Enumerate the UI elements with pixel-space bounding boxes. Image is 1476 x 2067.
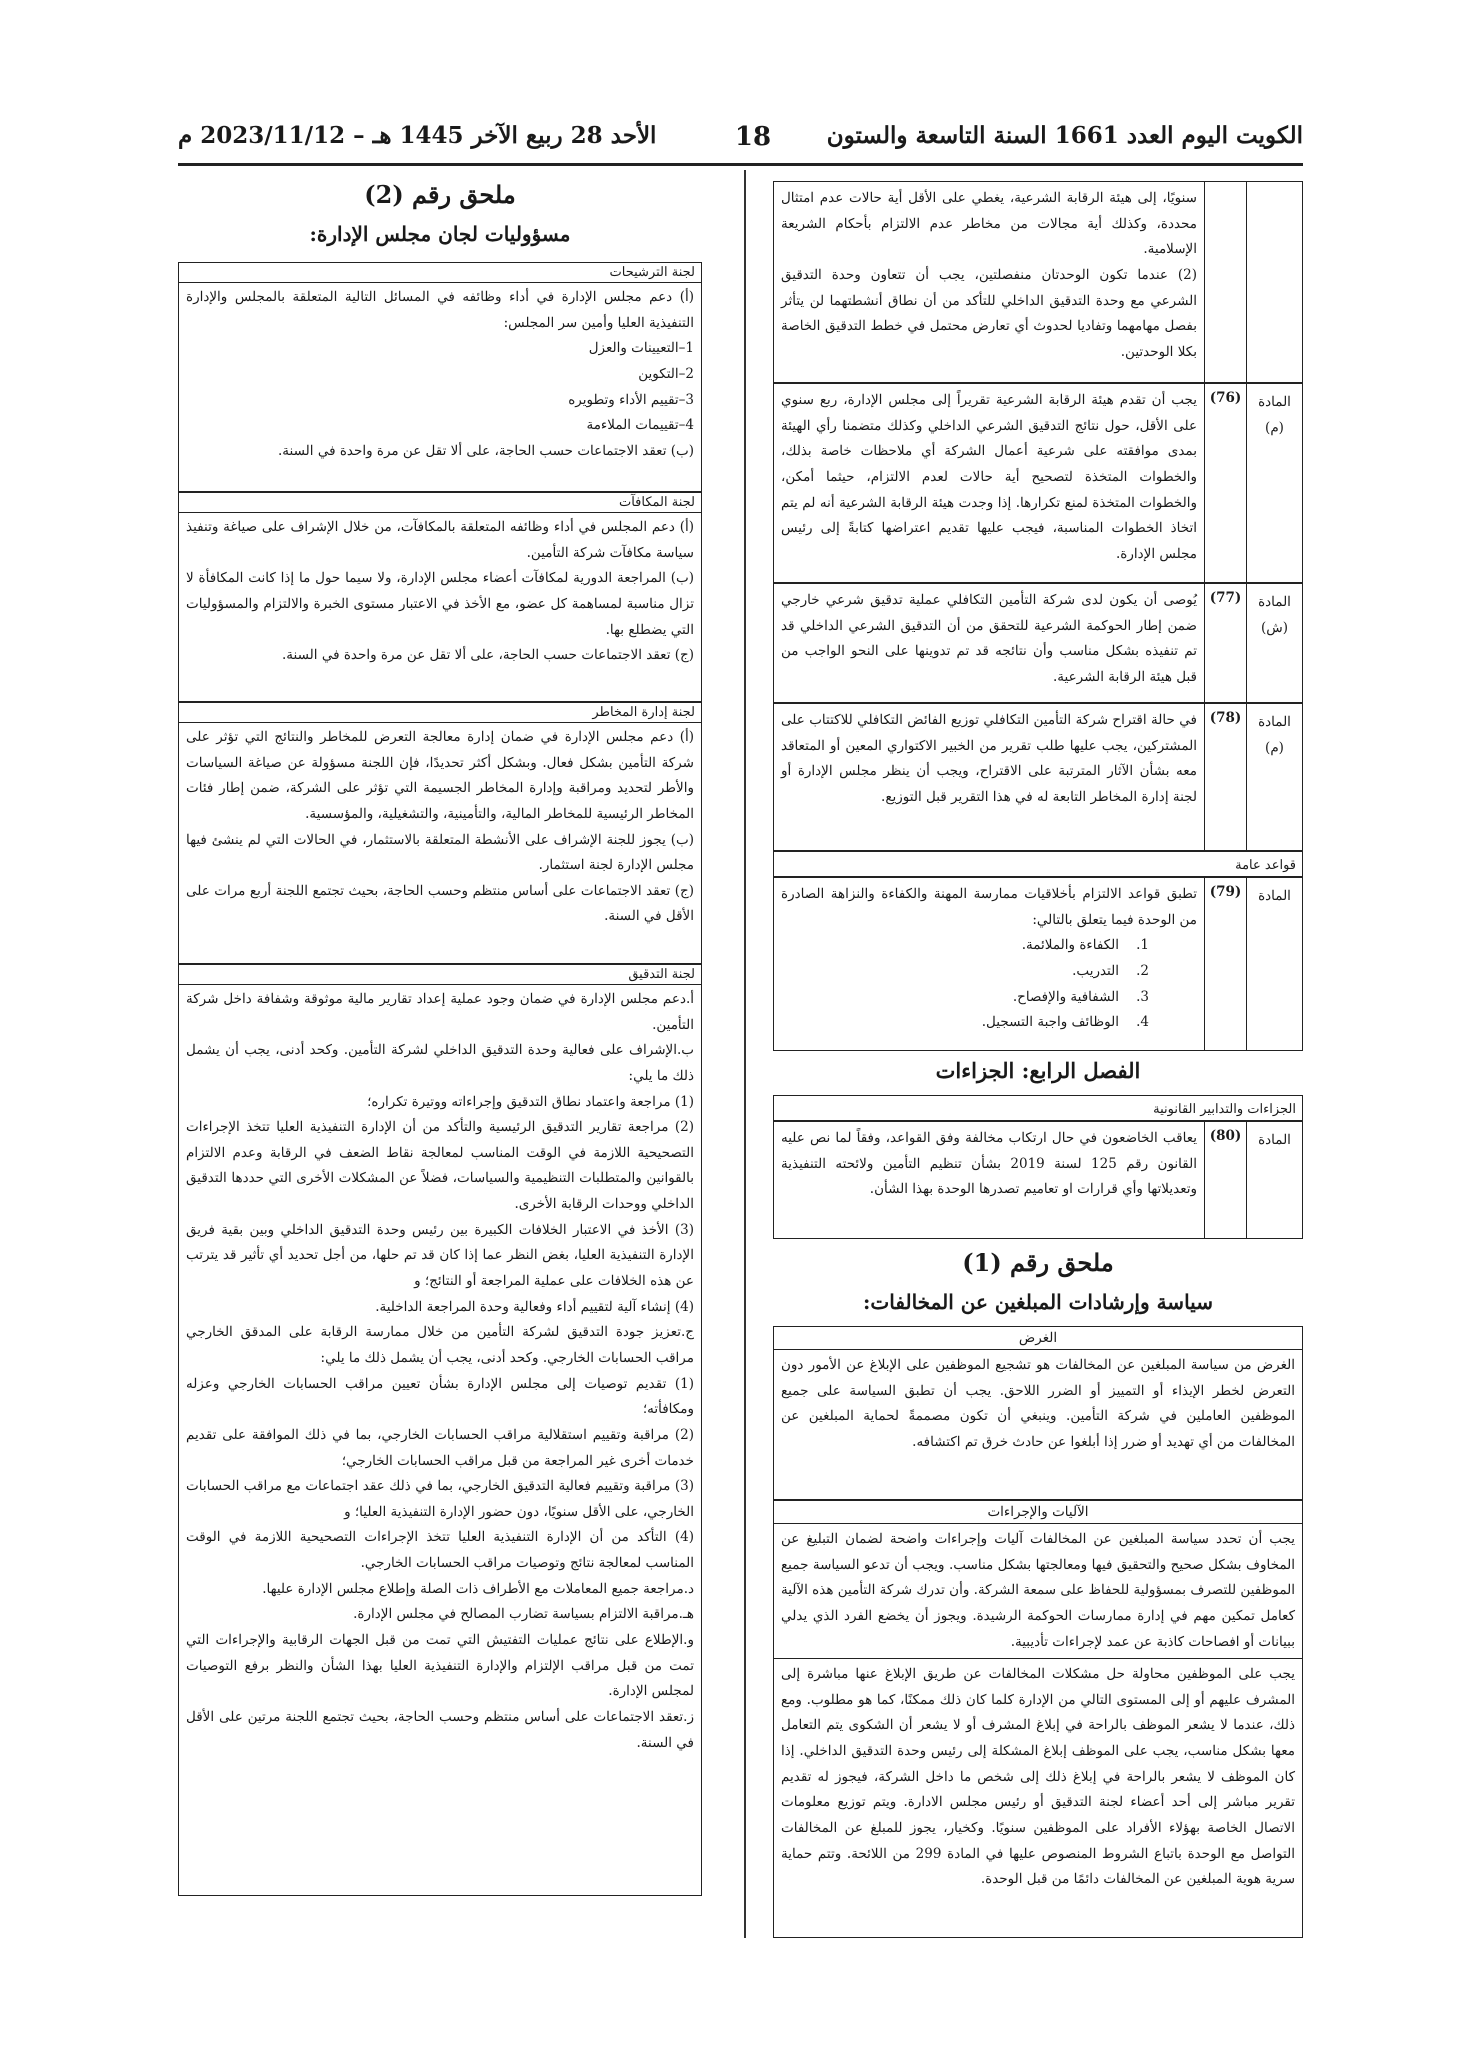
article-80 <box>773 1121 1303 1239</box>
article-79 <box>773 877 1303 1051</box>
paragraph: (ج) تعقد الاجتماعات حسب الحاجة، على ألا تقل عن مرة واحدة في السنة. <box>282 647 694 664</box>
paragraph: أ.دعم مجلس الإدارة في ضمان وجود عملية إعداد تقارير مالية موثوقة وشفافة داخل شركة التأمين. <box>186 991 694 1033</box>
list-item: 4–تقييمات الملاءمة <box>586 417 694 434</box>
page-header <box>178 120 1303 160</box>
paragraph: (ج) تعقد الاجتماعات على أساس منتظم وحسب الحاجة، بحيث تجتمع اللجنة أربع مرات على الأقل في السنة. <box>186 882 694 925</box>
list-item: 4.الوظائف واجبة التسجيل. <box>981 1014 1149 1031</box>
purpose-text: الغرض من سياسة المبلغين عن المخالفات هو تشجيع الموظفين على الإبلاغ عن الأمور دون التعرض لخطر الإيذاء أو التمييز أو الضرر اللاحق. يجب أن تطبق السياسة على جميع الموظفين العاملين في شركة التأمين. وينبغي أن تكون مصممةً لحماية المبلغين عن المخالفات من أي تهديد أو ضرر إذا أبلغوا عن حادث خرق تم اكتشافه. <box>781 1357 1295 1450</box>
purpose-heading: الغرض <box>774 1327 1302 1350</box>
list-item: (3) مراقبة وتقييم فعالية التدقيق الخارجي، بما في ذلك عقد اجتماعات مع مراقب الحسابات الخارجي، على الأقل سنويًا، دون حضور الإدارة التنفيذية العليا؛ و <box>186 1478 694 1520</box>
paragraph: ز.تعقد الاجتماعات على أساس منتظم وحسب الحاجة، بحيث تجتمع اللجنة مرتين على الأقل في السنة. <box>186 1708 694 1751</box>
article-label: المادة (م) <box>1246 704 1302 850</box>
list-item: (4) إنشاء آلية لتقييم أداء وفعالية وحدة المراجعة الداخلية. <box>375 1298 694 1315</box>
section-heading: لجنة الترشيحات <box>179 263 701 283</box>
page-number: 18 <box>734 122 772 152</box>
paragraph: (أ) دعم المجلس في أداء وظائفه المتعلقة بالمكافآت، من خلال الإشراف على صياغة وتنفيذ سياسة مكافآت شركة التأمين. <box>186 519 694 561</box>
article-77 <box>773 583 1303 703</box>
audit-committee <box>178 964 702 1896</box>
paragraph: (أ) دعم مجلس الإدارة في أداء وظائفه في المسائل التالية المتعلقة بالمجلس والإدارة التنفيذية العليا وأمين سر المجلس: <box>186 289 694 331</box>
paragraph: ج.تعزيز جودة التدقيق لشركة التأمين من خلال ممارسة الرقابة على المدقق الخارجي مراقب الحسابات الخارجي. وكحد أدنى، يجب أن يشمل ذلك ما يلي: <box>186 1324 694 1366</box>
article-number: (77) <box>1204 584 1246 702</box>
article-text: يعاقب الخاضعون في حال ارتكاب مخالفة وفق القواعد، وفقاً لما نص عليه القانون رقم 125 لسنة 2019 بشأن تنظيم التأمين ولائحته التنفيذية وتعديلاتها وأي قرارات او تعاميم تصدرها الوحدة بهذا الشأن. <box>781 1130 1197 1198</box>
paragraph: (ب) يجوز للجنة الإشراف على الأنشطة المتعلقة بالاستثمار، في الحالات التي لم ينشئ فيها مجلس الإدارة لجنة استثمار. <box>186 831 694 874</box>
section-heading: لجنة المكافآت <box>179 493 701 513</box>
list-item: (4) التأكد من أن الإدارة التنفيذية العليا تتخذ الإجراءات التصحيحية اللازمة في الوقت المناسب لمعالجة نتائج وتوصيات مراقب الحسابات الخارجي. <box>186 1529 694 1572</box>
article-number: (80) <box>1204 1122 1246 1238</box>
section-heading: لجنة إدارة المخاطر <box>179 703 701 723</box>
annex-1-subtitle: سياسة وإرشادات المبلغين عن المخالفات: <box>863 1290 1213 1314</box>
article-78 <box>773 703 1303 851</box>
header-date: الأحد 28 ربيع الآخر 1445 هـ – 2023/11/12 م <box>178 122 657 149</box>
list-item: (2) مراقبة وتقييم استقلالية مراقب الحسابات الخارجي، بما في ذلك الموافقة على تقديم خدمات أخرى غير المراجعة من قبل مراقب الحسابات الخارجي؛ <box>186 1426 694 1469</box>
general-rules-label: قواعد عامة <box>1235 858 1296 873</box>
general-rules-row <box>773 851 1303 877</box>
section-heading: لجنة التدقيق <box>179 965 701 985</box>
paragraph: (2) عندما تكون الوحدتان منفصلتين، يجب أن تتعاون وحدة التدقيق الشرعي مع وحدة التدقيق الداخلي للتأكد من أن نطاق أنشطتهما لن يتأثر بفصل مهامهما وتفاديا لحدوث أي تعارض محتمل في خطط التدقيق الخاصة بكلا الوحدتين. <box>781 266 1197 360</box>
list-item: (2) مراجعة تقارير التدقيق الرئيسية والتأكد من أن الإدارة التنفيذية العليا تتخذ الإجراءات التصحيحية اللازمة في الوقت المناسب لمعالجة نقاط الضعف في الرقابة وعدم الالتزام بالقوانين والمتطلبات التنظيمية والسياسات، فضلاً عن المشكلات الأخرى التي حددها التدقيق الداخلي ووحدات الرقابة الأخرى. <box>186 1119 694 1213</box>
list-item: (1) تقديم توصيات إلى مجلس الإدارة بشأن تعيين مراقب الحسابات الخارجي وعزله ومكافأته؛ <box>186 1375 694 1418</box>
article-text: يجب أن تقدم هيئة الرقابة الشرعية تقريراً إلى مجلس الإدارة، ربع سنوي على الأقل، حول نتائج التدقيق الشرعي الداخلي وكذلك متضمنا رأي الهيئة بمدى موافقته على شرعية أعمال الشركة أي ملاحظات خاصة بذلك، والخطوات المتخذة لتصحيح أية حالات لعدم الالتزام، حيثما أمكن، والخطوات المتخذة لمنع تكرارها. إذا وجدت هيئة الرقابة الشرعية أنه لم يتم اتخاذ الخطوات المناسبة، فيجب عليها تقديم اعتراضها كتابةً إلى رئيس مجلس الإدارة. <box>781 392 1197 562</box>
risk-committee <box>178 702 702 964</box>
list-item: 2.التدريب. <box>1072 962 1149 979</box>
article-text: تطبق قواعد الالتزام بأخلاقيات ممارسة المهنة والكفاءة والنزاهة الصادرة من الوحدة فيما يتعلق بالتالي: <box>781 886 1197 928</box>
list-item: 3.الشفافية والإفصاح. <box>1012 988 1149 1005</box>
article-label: المادة (م) <box>1246 384 1302 582</box>
article-number: (78) <box>1204 704 1246 850</box>
paragraph: (ب) المراجعة الدورية لمكافآت أعضاء مجلس الإدارة، ولا سيما حول ما إذا كانت المكافأة لا تزال مناسبة لمساهمة كل عضو، مع الأخذ في الاعتبار مستوى الخبرة والالتزام والمسؤوليات التي يضطلع بها. <box>186 570 694 638</box>
list-item: (1) مراجعة واعتماد نطاق التدقيق وإجراءاته ووتيرة تكراره؛ <box>367 1093 694 1110</box>
continuation-text <box>774 182 1204 382</box>
number-cell <box>1204 182 1246 382</box>
article-label: المادة <box>1246 878 1302 1050</box>
list-item: (3) الأخذ في الاعتبار الخلافات الكبيرة بين رئيس وحدة التدقيق الداخلي وبين بقية فريق الإدارة التنفيذية العليا، بغض النظر عما إذا كان قد تم حلها، من أجل تحديد أي تأثير قد يترتب عن هذه الخلافات على عملية المراجعة أو النتائج؛ و <box>186 1221 694 1290</box>
paragraph: ب.الإشراف على فعالية وحدة التدقيق الداخلي لشركة التأمين. وكحد أدنى، يجب أن يشمل ذلك ما يلي: <box>186 1042 694 1084</box>
list-item: 1–التعيينات والعزل <box>588 340 694 357</box>
paragraph: (أ) دعم مجلس الإدارة في ضمان إدارة معالجة التعرض للمخاطر والنتائج التي تؤثر على شركة التأمين بشكل فعال. وبشكل أكثر تحديدًا، فإن اللجنة مسؤولة عن صياغة السياسات والأطر لتحديد ومراقبة وإدارة المخاطر الجسيمة التي تؤثر على الشركة، ضمن إطار فئات المخاطر الرئيسية للمخاطر المالية، والتأمينية، والتشغيلية، والمؤسسية. <box>186 729 694 822</box>
paragraph: (ب) تعقد الاجتماعات حسب الحاجة، على ألا تقل عن مرة واحدة في السنة. <box>278 442 694 459</box>
list-item: 1.الكفاءة والملائمة. <box>1021 937 1149 954</box>
article-label: المادة <box>1246 1122 1302 1238</box>
purpose-box <box>773 1326 1303 1500</box>
continuation-block <box>773 181 1303 383</box>
annex-2-subtitle: مسؤوليات لجان مجلس الإدارة: <box>309 222 571 246</box>
mechanisms-paragraph: يجب على الموظفين محاولة حل مشكلات المخالفات عن طريق الإبلاغ عنها مباشرة إلى المشرف عليهم أو إلى المستوى التالي من الإدارة كلما كان ذلك ممكنًا، كما هو مطلوب. ومع ذلك، عندما لا يشعر الموظف بالراحة في إبلاغ المشرف أو لا يشعر أن الشكوى يتم التعامل معها بشكل مناسب، يجب على الموظف إبلاغ المشكلة إلى رئيس وحدة التدقيق الداخلي. إذا كان الموظف لا يشعر بالراحة في إبلاغ ذلك إلى شخص ما داخل الشركة، فيجوز له تقديم تقرير مباشر إلى أحد أعضاء لجنة التدقيق أو رئيس مجلس الادارة. ويتم توزيع معلومات الاتصال الخاصة بهؤلاء الأفراد على الموظفين سنويًا. وكخيار، يجوز للمبلغ عن المخالفات التواصل مع الوحدة باتباع الشروط المنصوص عليها في المادة 299 من اللائحة. وتتم حماية سرية هوية المبلغين عن المخالفات دائمًا من قبل الوحدة. <box>781 1666 1295 1888</box>
annex-1-title: ملحق رقم (1) <box>962 1248 1114 1277</box>
article-label: المادة (ش) <box>1246 584 1302 702</box>
mechanisms-paragraph: يجب أن تحدد سياسة المبلغين عن المخالفات آليات وإجراءات واضحة لضمان التبليغ عن المخاوف بشكل صحيح والتحقيق فيها ومعالجتها بشكل مناسب. ويجب أن تدعو السياسة جميع الموظفين للتصرف بمسؤولية للحفاظ على سمعة الشركة. وأن تدرك شركة التأمين هذه الآلية كعامل تمكين مهم في إدارة ممارسات الحوكمة الرشيدة. ويجوز أن يخضع الفرد الذي يدلي ببيانات أو افصاحات كاذبة عن عمد لإجراءات تأديبية. <box>774 1524 1302 1659</box>
paragraph: و.الإطلاع على نتائج عمليات التفتيش التي تمت من قبل الجهات الرقابية والإجراءات التي تمت من قبل مراقب الإلتزام والإدارة التنفيذية العليا بهذا الشأن والنظر برفع التوصيات لمجلس الإدارة. <box>186 1632 694 1700</box>
label-cell <box>1246 182 1302 382</box>
annex-2-title: ملحق رقم (2) <box>364 180 516 209</box>
column-divider <box>744 170 746 1938</box>
mechanisms-box <box>773 1500 1303 1938</box>
article-text: في حالة اقتراح شركة التأمين التكافلي توزيع الفائض التكافلي للاكتتاب على المشتركين، يجب عليها طلب تقرير من الخبير الاكتواري المعين أو المتعاقد معه بشأن الآثار المترتبة على الاقتراح، ويجب أن ينظر مجلس الإدارة أو لجنة إدارة المخاطر التابعة له في هذا التقرير قبل التوزيع. <box>781 712 1197 805</box>
article-number: (76) <box>1204 384 1246 582</box>
paragraph: د.مراجعة جميع المعاملات مع الأطراف ذات الصلة وإطلاع مجلس الإدارة عليها. <box>262 1580 694 1597</box>
article-number: (79) <box>1204 878 1246 1050</box>
paragraph: سنويًا، إلى هيئة الرقابة الشرعية، يغطي على الأقل أية حالات عدم امتثال محددة، وكذلك أية مجالات من مخاطر عدم الالتزام بأحكام الشريعة الإسلامية. <box>781 190 1197 258</box>
penalties-label: الجزاءات والتدابير القانونية <box>1153 1102 1296 1117</box>
list-item: 2–التكوين <box>638 365 694 382</box>
header-rule <box>178 163 1303 166</box>
chapter-four-heading: الفصل الرابع: الجزاءات <box>935 1058 1141 1083</box>
paragraph: هـ.مراقبة الالتزام بسياسة تضارب المصالح في مجلس الإدارة. <box>353 1606 694 1623</box>
penalties-row <box>773 1095 1303 1121</box>
mechanisms-heading: الآليات والإجراءات <box>774 1501 1302 1524</box>
article-76 <box>773 383 1303 583</box>
header-gazette-info: الكويت اليوم العدد 1661 السنة التاسعة والستون <box>826 122 1303 149</box>
remuneration-committee <box>178 492 702 702</box>
article-text: يُوصى أن يكون لدى شركة التأمين التكافلي عملية تدقيق شرعي خارجي ضمن إطار الحوكمة الشرعية للتحقق من أن التدقيق الشرعي الداخلي قد تم تنفيذه بشكل مناسب وأن نتائجه قد تم تدوينها على النحو الواجب من قبل هيئة الرقابة الشرعية. <box>781 592 1197 685</box>
list-item: 3–تقييم الأداء وتطويره <box>568 391 694 408</box>
nominations-committee <box>178 262 702 492</box>
